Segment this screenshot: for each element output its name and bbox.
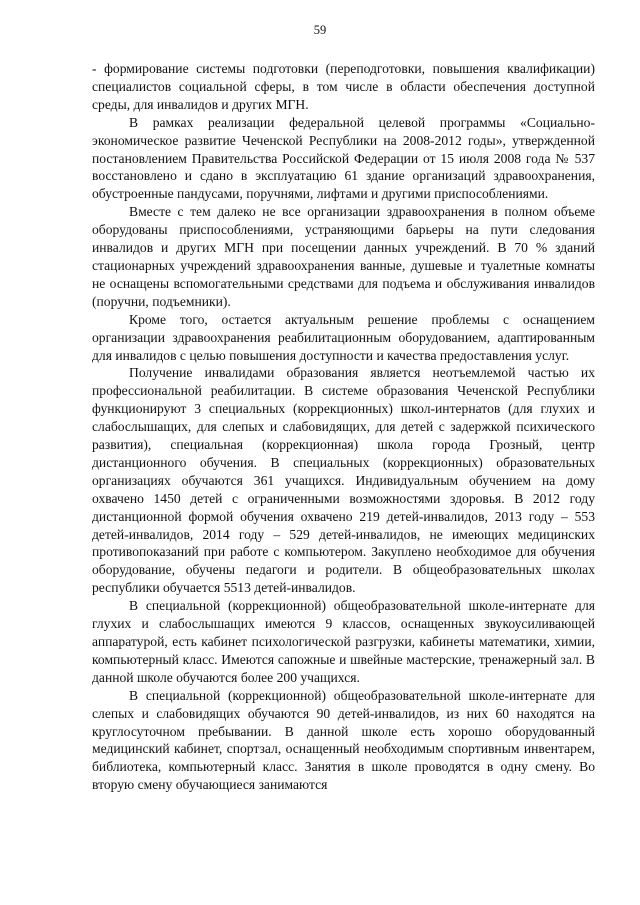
paragraph-deaf-school: В специальной (коррекционной) общеобразовательной школе-интернате для глухих и слабослышащих имеются 9 классов, оснащенных звукоусиливающей аппаратурой, есть кабинет психологической разгрузки, кабинеты математики, химии, компьютерный класс. Имеются сапожные и швейные мастерские, тренажерный зал. В данной школе обучаются более 200 учащихся. bbox=[92, 598, 595, 685]
paragraph-education-system: Получение инвалидами образования является неотъемлемой частью их профессиональной реабилитации. В системе образования Чеченской Республики функционируют 3 специальных (коррекционных) школ-интернатов (для глухих и слабослышащих, для слепых и слабовидящих, для детей с задержкой психического развития), специальная (коррекционная) школа города Грозный, центр дистанционного обучения. В специальных (коррекционных) образовательных организациях обучаются 361 учащихся. Индивидуальным обучением на дому охвачено 1450 детей с ограниченными возможностями здоровья. В 2012 году дистанционной формой обучения охвачено 219 детей-инвалидов, 2013 году – 553 детей-инвалидов, 2014 году – 529 детей-инвалидов, не имеющих медицинских противопоказаний при работе с компьютером. Закуплено необходимое для обучения оборудование, обучены педагоги и родители. В общеобразовательных школах республики обучается 5513 детей-инвалидов. bbox=[92, 365, 595, 596]
page-number: 59 bbox=[313, 23, 327, 37]
paragraph-federal-program: В рамках реализации федеральной целевой программы «Социально-экономическое развитие Чеченской Республики на 2008-2012 годы», утвержденной постановлением Правительства Российской Федерации от 15 июля 2008 года № 537 восстановлено и сдано в эксплуатацию 61 здание организаций здравоохранения, обустроенные пандусами, поручнями, лифтами и другими приспособлениями. bbox=[92, 114, 595, 202]
paragraph-rehabilitation-equipment: Кроме того, остается актуальным решение проблемы с оснащением организации здравоохранения реабилитационным оборудованием, адаптированным для инвалидов с целью повышения доступности и качества предоставления услуг. bbox=[92, 311, 595, 363]
paragraph-healthcare-barriers: Вместе с тем далеко не все организации здравоохранения в полном объеме оборудованы приспособлениями, устраняющими барьеры на пути следования инвалидов и других МГН при посещении данных учреждений. В 70 % зданий стационарных учреждений здравоохранения ванные, душевые и туалетные комнаты не оснащены вспомогательными средствами для подъема и обслуживания инвалидов (поручни, подъемники). bbox=[92, 204, 595, 309]
page-body bbox=[92, 60, 595, 794]
paragraph-training-system: - формирование системы подготовки (переподготовки, повышения квалификации) специалистов социальной сферы, в том числе в области обеспечения доступной среды, для инвалидов и других МГН. bbox=[92, 61, 595, 112]
paragraph-blind-school: В специальной (коррекционной) общеобразовательной школе-интернате для слепых и слабовидящих обучаются 90 детей-инвалидов, из них 60 находятся на круглосуточном пребывании. В данной школе есть хорошо оборудованный медицинский кабинет, спортзал, оснащенный необходимым спортивным инвентарем, библиотека, компьютерный класс. Занятия в школе проводятся в одну смену. Во вторую смену обучающиеся занимаются bbox=[92, 687, 595, 793]
